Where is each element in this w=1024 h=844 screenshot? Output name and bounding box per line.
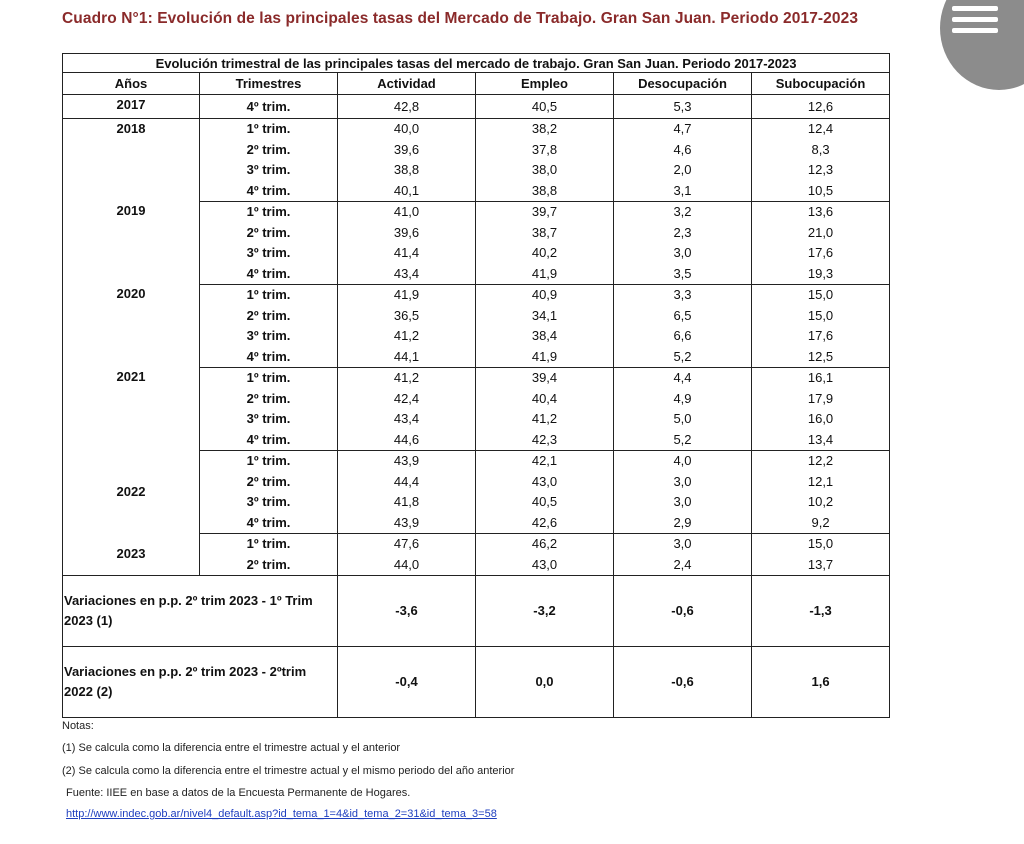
actividad-cell: 42,4	[338, 388, 476, 409]
trimester-cell: 3º trim.	[246, 162, 291, 178]
subocupacion-cell: 21,0	[752, 222, 890, 243]
menu-button[interactable]	[940, 0, 1024, 90]
notes-heading: Notas:	[62, 720, 94, 732]
trimester-cell: 4º trim.	[200, 263, 338, 284]
empleo-cell: 43,0	[476, 554, 614, 575]
desocupacion-cell: 2,3	[614, 222, 752, 243]
table-row	[63, 95, 890, 119]
trimester-cell: 1º trim.	[246, 204, 291, 220]
trimester-cell: 4º trim.	[200, 512, 338, 533]
empleo-cell: 38,8	[476, 180, 614, 201]
trimester-cell: 1º trim.	[246, 370, 291, 386]
subocupacion-cell: 9,2	[752, 512, 890, 533]
empleo-cell: 34,1	[476, 305, 614, 326]
year-cell: 2019	[63, 201, 200, 284]
variation-actividad-cell: -0,4	[338, 646, 476, 717]
empleo-cell: 39,7	[476, 201, 614, 222]
subocupacion-cell: 16,1	[752, 367, 890, 388]
subocupacion-cell: 17,6	[752, 326, 890, 347]
desocupacion-cell: 4,0	[614, 450, 752, 471]
actividad-cell: 41,2	[338, 326, 476, 347]
actividad-cell: 39,6	[338, 139, 476, 160]
subocupacion-cell: 13,4	[752, 429, 890, 450]
actividad-cell: 40,0	[338, 118, 476, 139]
trimester-cell: 4º trim.	[200, 180, 338, 201]
actividad-cell: 43,4	[338, 409, 476, 430]
subocupacion-cell: 13,7	[752, 554, 890, 575]
year-cell: 2017	[63, 95, 200, 119]
subocupacion-cell: 13,6	[752, 201, 890, 222]
desocupacion-cell: 6,5	[614, 305, 752, 326]
desocupacion-cell: 5,3	[614, 95, 752, 119]
variation-desocupacion-cell: -0,6	[614, 575, 752, 646]
desocupacion-cell: 4,6	[614, 139, 752, 160]
desocupacion-cell: 2,4	[614, 554, 752, 575]
header-empleo: Empleo	[476, 73, 614, 95]
subocupacion-cell: 15,0	[752, 305, 890, 326]
empleo-cell: 38,4	[476, 326, 614, 347]
year-cell: 2021	[63, 367, 200, 450]
actividad-cell: 41,8	[338, 492, 476, 513]
subocupacion-cell: 12,6	[752, 95, 890, 119]
empleo-cell: 38,7	[476, 222, 614, 243]
trimester-cell: 2º trim.	[246, 224, 291, 240]
actividad-cell: 44,4	[338, 471, 476, 492]
trimester-cell: 1º trim.	[246, 287, 291, 303]
subocupacion-cell: 12,1	[752, 471, 890, 492]
variation-empleo-cell: -3,2	[476, 575, 614, 646]
empleo-cell: 41,9	[476, 346, 614, 367]
source-link[interactable]: http://www.indec.gob.ar/nivel4_default.asp?id_tema_1=4&id_tema_2=31&id_tema_3=58	[66, 808, 497, 820]
subocupacion-cell: 12,5	[752, 346, 890, 367]
actividad-cell: 41,2	[338, 367, 476, 388]
year-cell: 2020	[63, 284, 200, 367]
trimester-cell: 2º trim.	[246, 307, 291, 323]
table-body	[63, 95, 890, 718]
desocupacion-cell: 5,2	[614, 346, 752, 367]
actividad-cell: 36,5	[338, 305, 476, 326]
desocupacion-cell: 3,0	[614, 471, 752, 492]
actividad-cell: 42,8	[338, 95, 476, 119]
trimester-cell: 2º trim.	[246, 473, 291, 489]
actividad-cell: 47,6	[338, 533, 476, 554]
variation-label: Variaciones en p.p. 2º trim 2023 - 2ºtrim 2022 (2)	[63, 646, 338, 717]
empleo-cell: 38,0	[476, 160, 614, 181]
empleo-cell: 40,9	[476, 284, 614, 305]
year-cell: 2022	[63, 450, 200, 533]
trimester-cell: 2º trim.	[246, 390, 291, 406]
actividad-cell: 41,0	[338, 201, 476, 222]
subocupacion-cell: 17,6	[752, 243, 890, 264]
variation-label: Variaciones en p.p. 2º trim 2023 - 1º Trim 2023 (1)	[63, 575, 338, 646]
trimester-cell: 2º trim.	[246, 141, 291, 157]
actividad-cell: 41,9	[338, 284, 476, 305]
actividad-cell: 43,4	[338, 263, 476, 284]
subocupacion-cell: 12,2	[752, 450, 890, 471]
empleo-cell: 42,6	[476, 512, 614, 533]
actividad-cell: 44,6	[338, 429, 476, 450]
desocupacion-cell: 4,7	[614, 118, 752, 139]
empleo-cell: 38,2	[476, 118, 614, 139]
empleo-cell: 43,0	[476, 471, 614, 492]
trimester-cell: 3º trim.	[246, 494, 291, 510]
page-title: Cuadro N°1: Evolución de las principales tasas del Mercado de Trabajo. Gran San Juan. Periodo 2017-2023	[62, 10, 859, 27]
actividad-cell: 41,4	[338, 243, 476, 264]
variation-desocupacion-cell: -0,6	[614, 646, 752, 717]
desocupacion-cell: 3,2	[614, 201, 752, 222]
desocupacion-cell: 5,2	[614, 429, 752, 450]
trimester-cell: 4º trim.	[200, 429, 338, 450]
desocupacion-cell: 4,4	[614, 367, 752, 388]
table-row	[63, 450, 890, 471]
empleo-cell: 40,4	[476, 388, 614, 409]
variation-empleo-cell: 0,0	[476, 646, 614, 717]
trimester-cell: 3º trim.	[246, 411, 291, 427]
subocupacion-cell: 15,0	[752, 533, 890, 554]
subocupacion-cell: 12,3	[752, 160, 890, 181]
header-actividad: Actividad	[338, 73, 476, 95]
year-cell: 2018	[63, 118, 200, 201]
table-row	[63, 284, 890, 305]
empleo-cell: 42,1	[476, 450, 614, 471]
note-1: (1) Se calcula como la diferencia entre el trimestre actual y el anterior	[62, 742, 401, 754]
trimester-cell: 2º trim.	[200, 554, 338, 575]
desocupacion-cell: 3,0	[614, 243, 752, 264]
empleo-cell: 40,2	[476, 243, 614, 264]
desocupacion-cell: 3,0	[614, 533, 752, 554]
subocupacion-cell: 17,9	[752, 388, 890, 409]
header-trimestres: Trimestres	[200, 73, 338, 95]
actividad-cell: 43,9	[338, 512, 476, 533]
table-row	[63, 533, 890, 554]
variation-subocupacion-cell: -1,3	[752, 575, 890, 646]
desocupacion-cell: 2,0	[614, 160, 752, 181]
header-subocupacion: Subocupación	[752, 73, 890, 95]
trimester-cell: 3º trim.	[246, 245, 291, 261]
empleo-cell: 41,9	[476, 263, 614, 284]
subocupacion-cell: 12,4	[752, 118, 890, 139]
trimester-cell: 1º trim.	[246, 453, 291, 469]
desocupacion-cell: 4,9	[614, 388, 752, 409]
header-anos: Años	[63, 73, 200, 95]
variation-subocupacion-cell: 1,6	[752, 646, 890, 717]
subocupacion-cell: 10,2	[752, 492, 890, 513]
desocupacion-cell: 3,1	[614, 180, 752, 201]
desocupacion-cell: 2,9	[614, 512, 752, 533]
table-row	[63, 367, 890, 388]
actividad-cell: 39,6	[338, 222, 476, 243]
desocupacion-cell: 6,6	[614, 326, 752, 347]
trimester-cell: 1º trim.	[246, 121, 291, 137]
year-cell: 2023	[63, 533, 200, 575]
actividad-cell: 38,8	[338, 160, 476, 181]
actividad-cell: 44,1	[338, 346, 476, 367]
variation-row	[63, 575, 890, 646]
empleo-cell: 39,4	[476, 367, 614, 388]
trimester-cell: 4º trim.	[200, 95, 338, 119]
actividad-cell: 40,1	[338, 180, 476, 201]
trimester-cell: 3º trim.	[246, 328, 291, 344]
variation-actividad-cell: -3,6	[338, 575, 476, 646]
desocupacion-cell: 3,0	[614, 492, 752, 513]
desocupacion-cell: 3,3	[614, 284, 752, 305]
subocupacion-cell: 8,3	[752, 139, 890, 160]
table-caption: Evolución trimestral de las principales tasas del mercado de trabajo. Gran San Juan. Periodo 2017-2023	[63, 54, 890, 73]
table-row	[63, 118, 890, 139]
empleo-cell: 40,5	[476, 95, 614, 119]
variation-row	[63, 646, 890, 717]
desocupacion-cell: 5,0	[614, 409, 752, 430]
header-desocupacion: Desocupación	[614, 73, 752, 95]
empleo-cell: 42,3	[476, 429, 614, 450]
trimester-cell: 4º trim.	[200, 346, 338, 367]
labor-rates-table	[62, 53, 890, 718]
note-2: (2) Se calcula como la diferencia entre el trimestre actual y el mismo periodo del año anterior	[62, 765, 515, 777]
table-row	[63, 201, 890, 222]
empleo-cell: 41,2	[476, 409, 614, 430]
subocupacion-cell: 10,5	[752, 180, 890, 201]
subocupacion-cell: 19,3	[752, 263, 890, 284]
subocupacion-cell: 16,0	[752, 409, 890, 430]
empleo-cell: 37,8	[476, 139, 614, 160]
actividad-cell: 44,0	[338, 554, 476, 575]
subocupacion-cell: 15,0	[752, 284, 890, 305]
empleo-cell: 40,5	[476, 492, 614, 513]
empleo-cell: 46,2	[476, 533, 614, 554]
trimester-cell: 1º trim.	[246, 536, 291, 552]
actividad-cell: 43,9	[338, 450, 476, 471]
desocupacion-cell: 3,5	[614, 263, 752, 284]
source-note: Fuente: IIEE en base a datos de la Encuesta Permanente de Hogares.	[66, 787, 411, 799]
